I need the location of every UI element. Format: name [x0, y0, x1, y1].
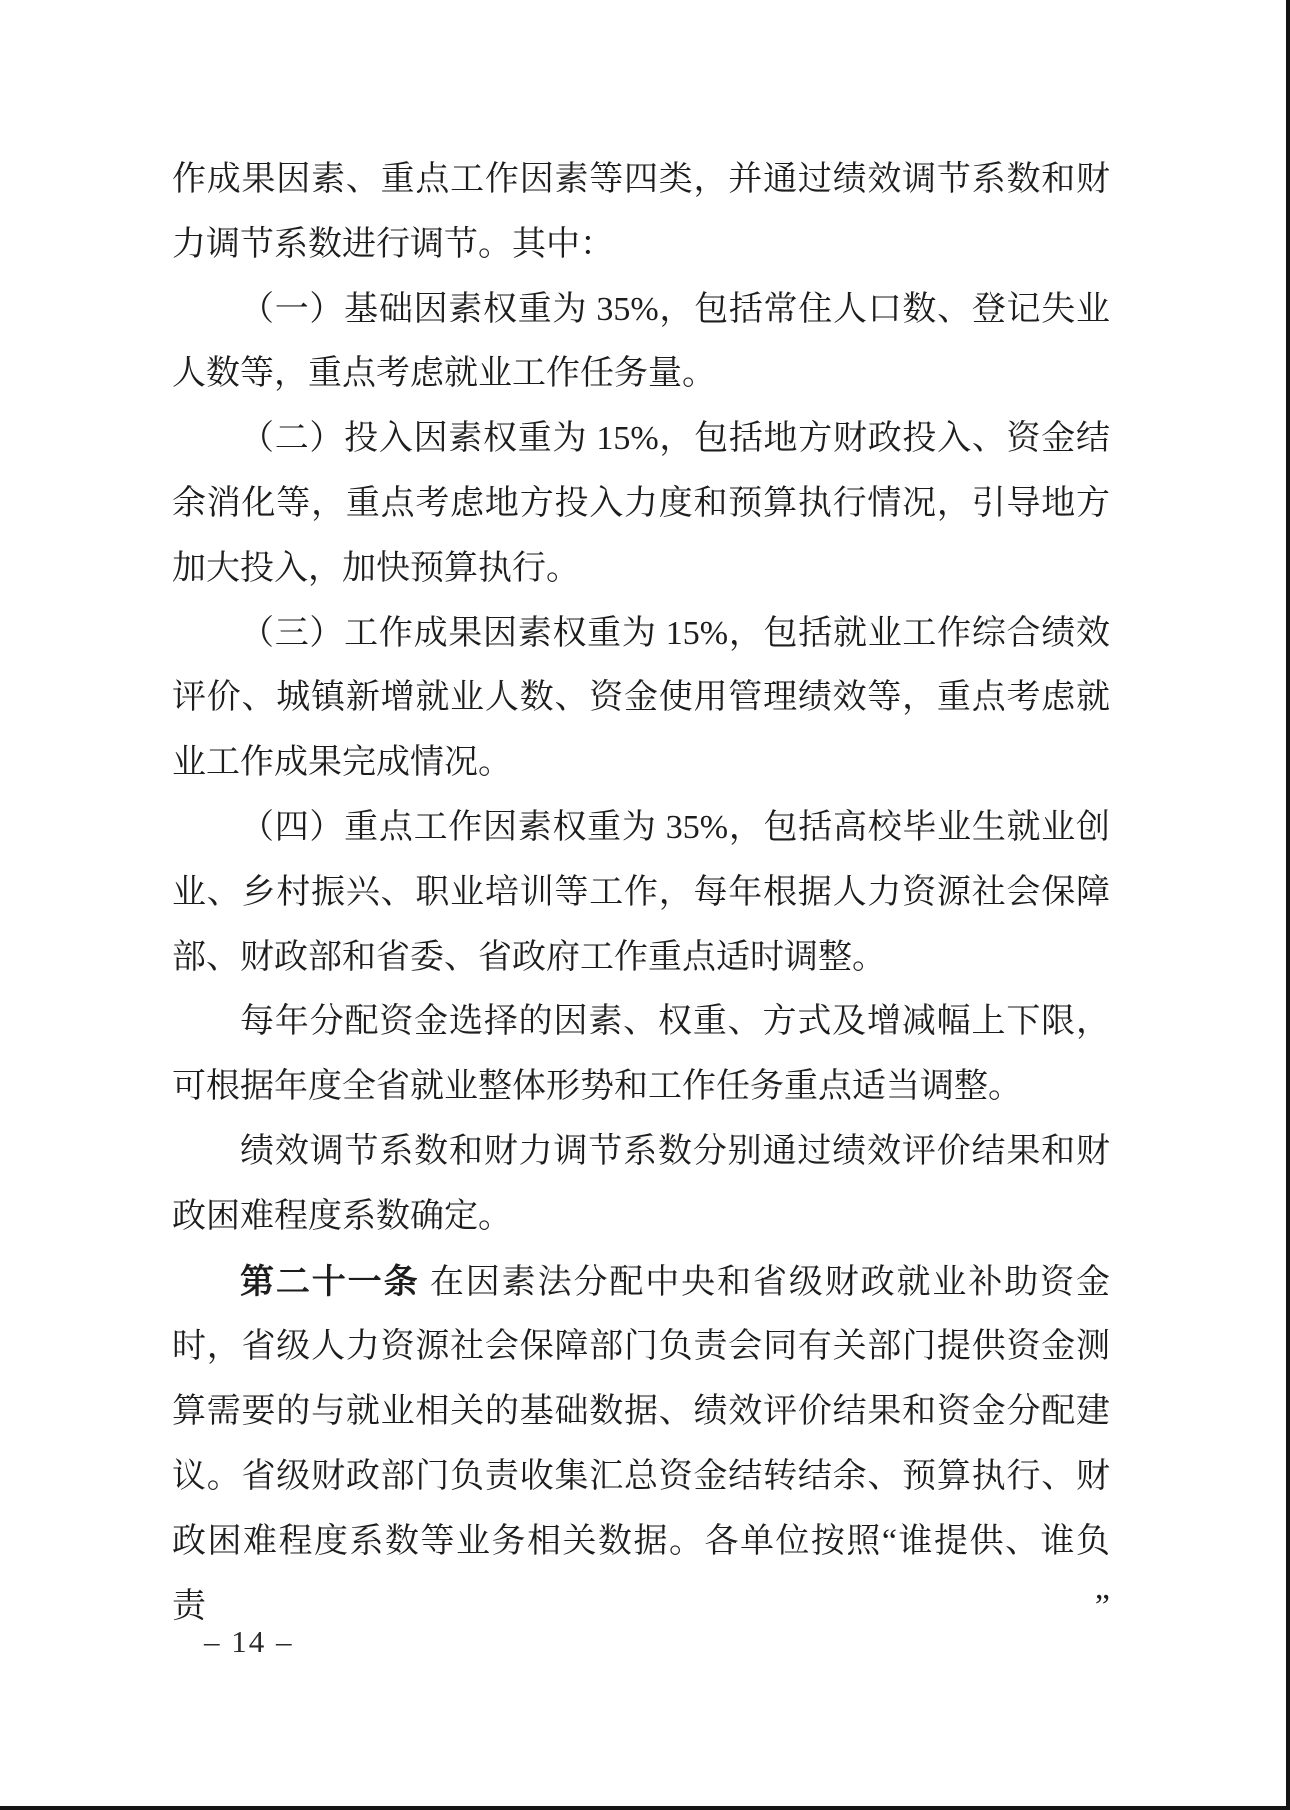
text-segment: （四）重点工作因素权重为 35%，包括高校毕业生就业创 — [240, 808, 1110, 846]
text-segment: 政困难程度系数确定。 — [172, 1197, 512, 1235]
text-segment: 加大投入，加快预算执行。 — [172, 549, 580, 587]
text-segment: 余消化等，重点考虑地方投入力度和预算执行情况，引导地方 — [172, 484, 1110, 522]
text-line — [172, 342, 1110, 407]
text-segment: 算需要的与就业相关的基础数据、绩效评价结果和资金分配建 — [172, 1393, 1110, 1431]
document-body — [172, 148, 1110, 1639]
text-segment: 作成果因素、重点工作因素等四类，并通过绩效调节系数和财 — [172, 161, 1110, 198]
text-segment: 时，省级人力资源社会保障部门负责会同有关部门提供资金测 — [172, 1328, 1110, 1366]
text-segment: 绩效调节系数和财力调节系数分别通过绩效评价结果和财 — [240, 1132, 1110, 1170]
text-line — [172, 407, 1110, 472]
text-segment: 每年分配资金选择的因素、权重、方式及增减幅上下限， — [240, 1003, 1110, 1041]
text-line — [172, 990, 1110, 1055]
text-line — [172, 278, 1110, 343]
text-line — [172, 1120, 1110, 1185]
text-line — [172, 1250, 1110, 1316]
text-segment: 评价、城镇新增就业人数、资金使用管理绩效等，重点考虑就 — [172, 679, 1110, 717]
article-number-bold: 第二十一条 — [240, 1262, 420, 1301]
text-line — [172, 472, 1110, 537]
text-segment: （二）投入因素权重为 15%，包括地方财政投入、资金结 — [240, 420, 1110, 458]
text-line — [172, 148, 1110, 213]
text-line — [172, 1510, 1110, 1640]
text-line — [172, 796, 1110, 861]
text-line — [172, 213, 1110, 278]
page-number: – 14 – — [204, 1624, 294, 1659]
text-segment: 业、乡村振兴、职业培训等工作，每年根据人力资源社会保障 — [172, 873, 1110, 911]
text-line — [172, 926, 1110, 991]
text-segment: 部、财政部和省委、省政府工作重点适时调整。 — [172, 938, 886, 976]
text-line — [172, 1055, 1110, 1120]
text-segment: （一）基础因素权重为 35%，包括常住人口数、登记失业 — [240, 290, 1110, 328]
text-line — [172, 1185, 1110, 1250]
text-line — [172, 1315, 1110, 1380]
text-line — [172, 1380, 1110, 1445]
text-segment: 议。省级财政部门负责收集汇总资金结转结余、预算执行、财 — [172, 1457, 1110, 1495]
text-segment: 在因素法分配中央和省级财政就业补助资金 — [419, 1263, 1111, 1301]
text-line — [172, 861, 1110, 926]
text-segment: 人数等，重点考虑就业工作任务量。 — [172, 355, 716, 393]
text-segment: 政困难程度系数等业务相关数据。各单位按照“谁提供、谁负责” — [172, 1522, 1110, 1625]
text-segment: 力调节系数进行调节。其中： — [172, 225, 614, 263]
text-segment: 业工作成果完成情况。 — [172, 744, 512, 782]
text-line — [172, 537, 1110, 602]
text-segment: 可根据年度全省就业整体形势和工作任务重点适当调整。 — [172, 1068, 1022, 1106]
text-line — [172, 602, 1110, 667]
text-line — [172, 731, 1110, 796]
text-line — [172, 666, 1110, 731]
text-line — [172, 1445, 1110, 1510]
text-segment: （三）工作成果因素权重为 15%，包括就业工作综合绩效 — [240, 614, 1110, 652]
